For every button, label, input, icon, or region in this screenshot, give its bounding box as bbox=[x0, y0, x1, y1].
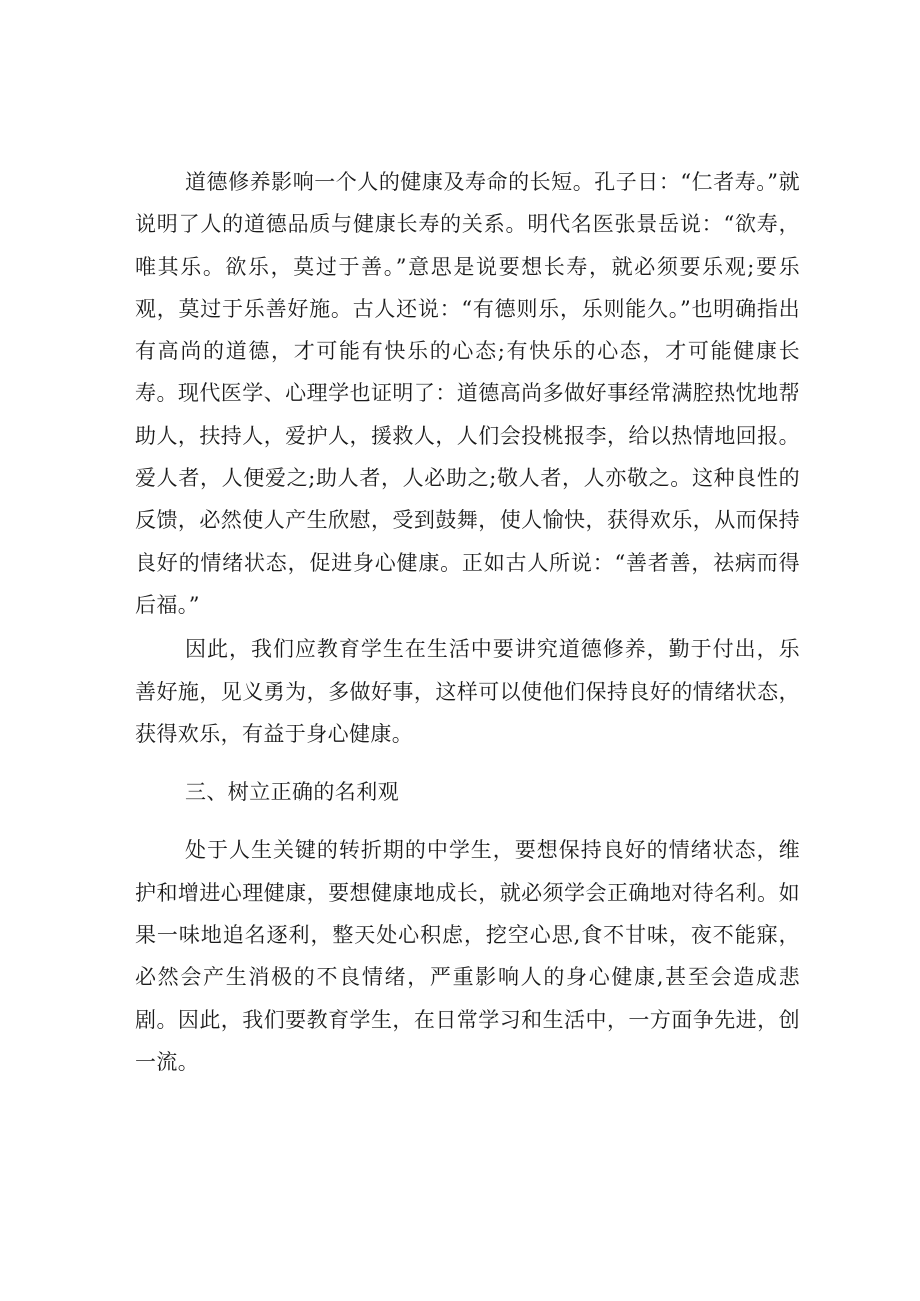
paragraph-fame-and-gain: 处于人生关键的转折期的中学生，要想保持良好的情绪状态，维护和增进心理健康，要想健康地成长，就必须学会正确地对待名利。如果一味地追名逐利，整天处心积虑，挖空心思,食不甘味，夜不能寐，必然会产生消极的不良情绪，严重影响人的身心健康,甚至会造成悲剧。因此，我们要教育学生，在日常学习和生活中，一方面争先进，创一流。 bbox=[135, 838, 800, 1074]
paragraph-education-conclusion: 因此，我们应教育学生在生活中要讲究道德修养，勤于付出，乐善好施，见义勇为，多做好事，这样可以使他们保持良好的情绪状态，获得欢乐，有益于身心健康。 bbox=[135, 637, 800, 746]
paragraph-morality-health: 道德修养影响一个人的健康及寿命的长短。孔子日：“仁者寿。”就说明了人的道德品质与健康长寿的关系。明代名医张景岳说：“欲寿，唯其乐。欲乐，莫过于善。”意思是说要想长寿，就必须要乐观;要乐观，莫过于乐善好施。古人还说：“有德则乐，乐则能久。”也明确指出有高尚的道德，才可能有快乐的心态;有快乐的心态，才可能健康长寿。现代医学、心理学也证明了：道德高尚多做好事经常满腔热忱地帮助人，扶持人，爱护人，援救人，人们会投桃报李，给以热情地回报。爱人者，人便爱之;助人者，人必助之;敬人者，人亦敬之。这种良性的反馈，必然使人产生欣慰，受到鼓舞，使人愉快，获得欢乐，从而保持良好的情绪状态，促进身心健康。正如古人所说：“善者善，祛病而得后福。” bbox=[135, 170, 800, 617]
document-body bbox=[135, 161, 800, 1083]
section-heading: 三、树立正确的名利观 bbox=[185, 780, 399, 805]
